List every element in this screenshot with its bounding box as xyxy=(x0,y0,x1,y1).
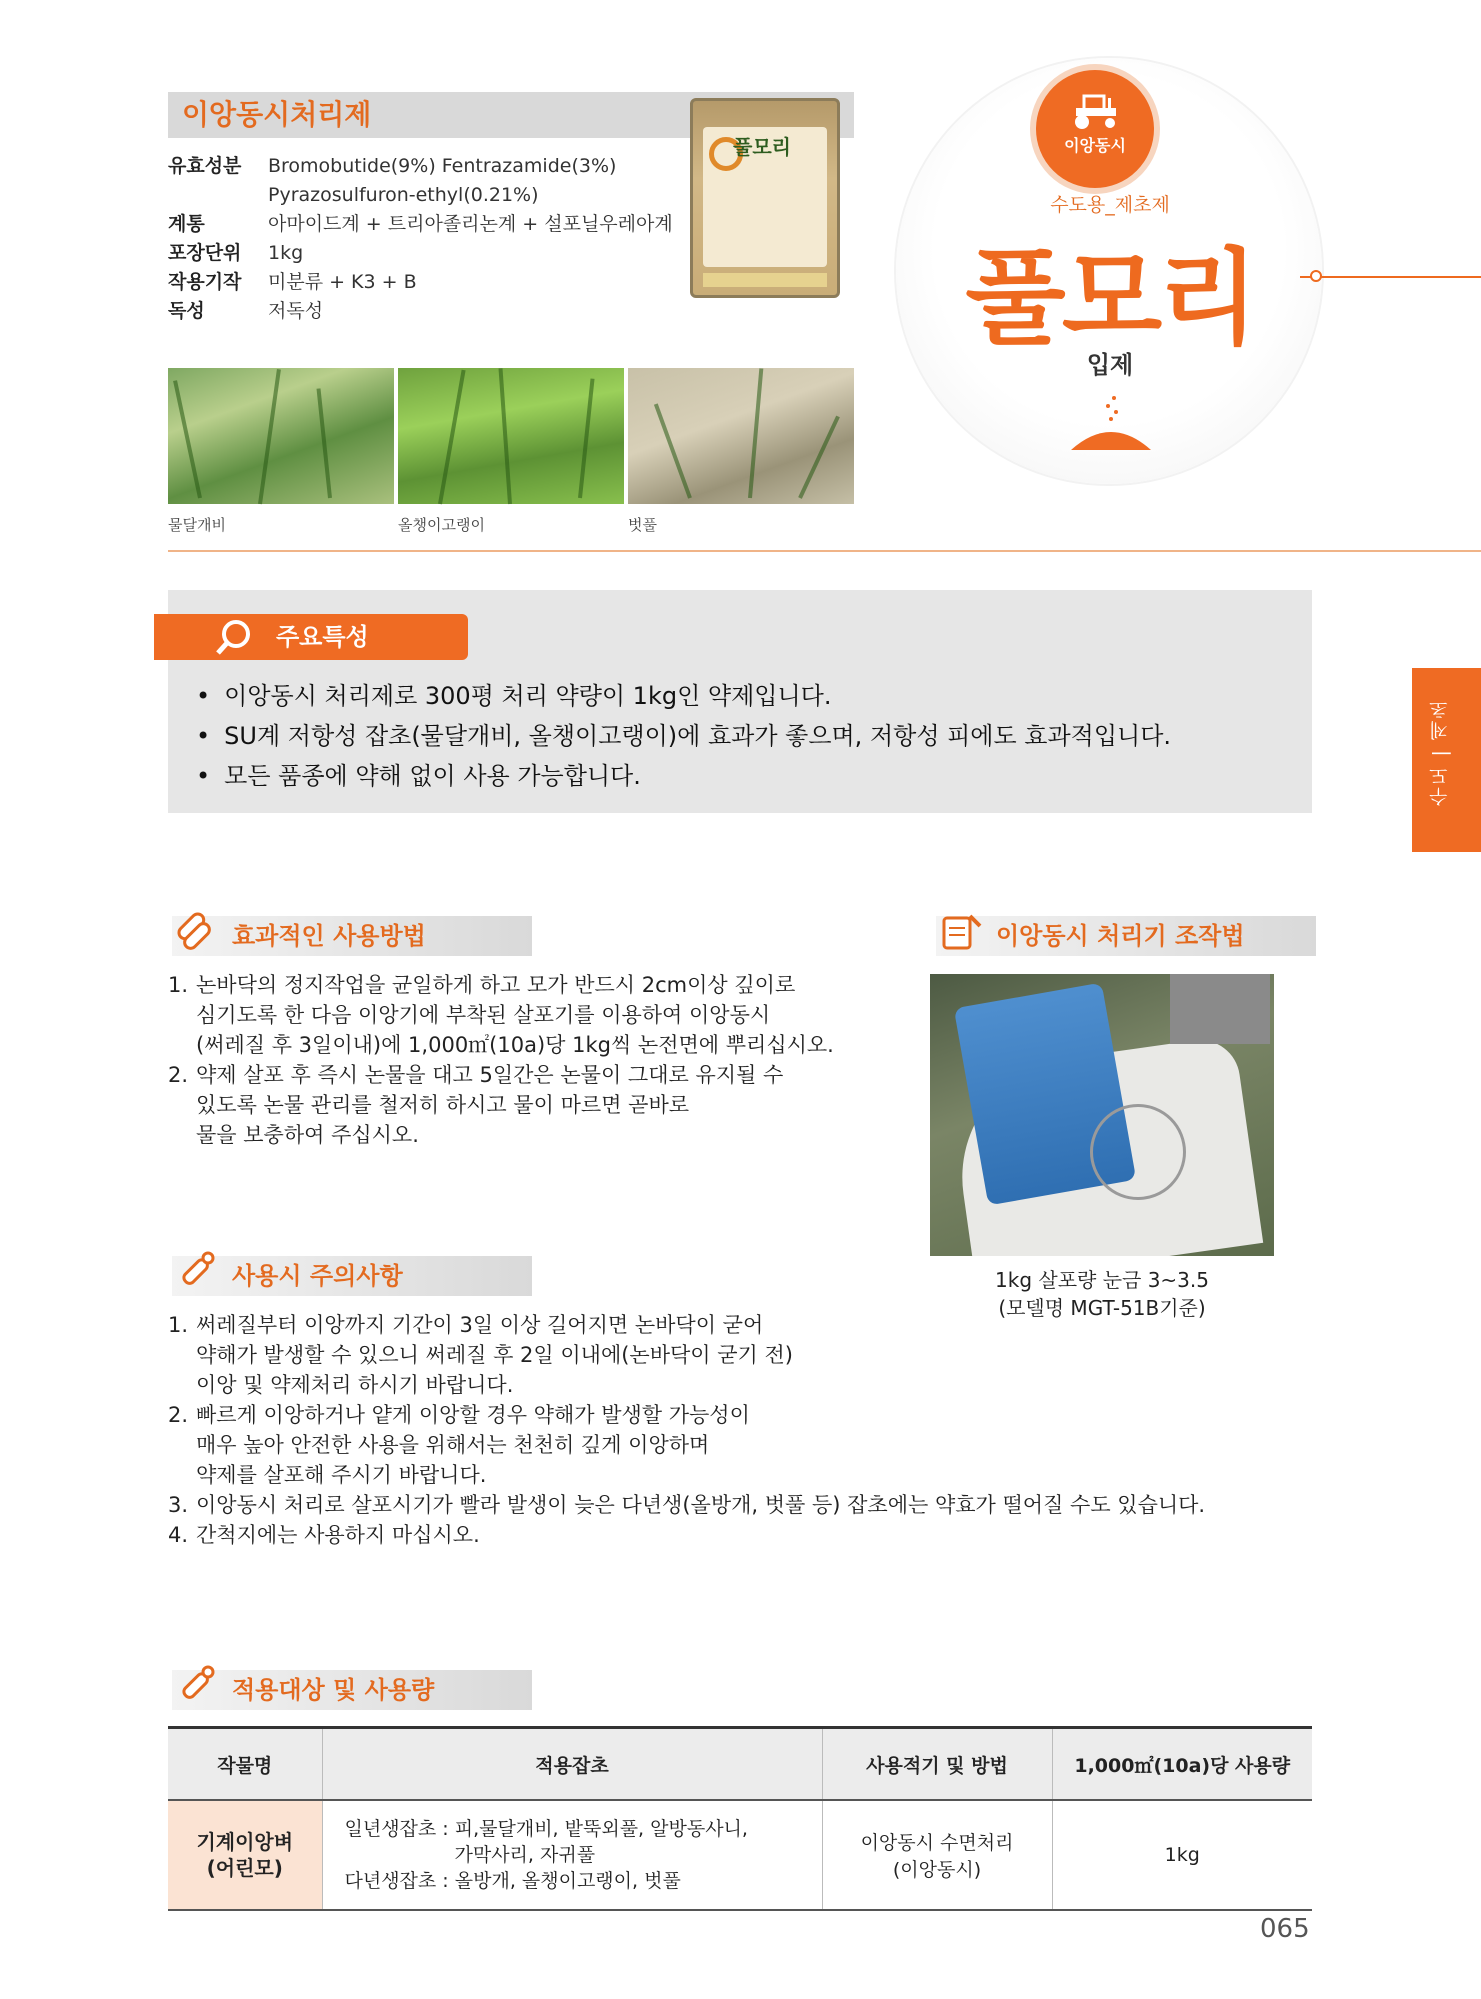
list-item xyxy=(168,1400,1288,1490)
item-line: 약제를 살포해 주시기 바랍니다. xyxy=(196,1463,487,1487)
cautions-header xyxy=(172,1256,532,1296)
spec-key: 계통 xyxy=(168,213,205,235)
feature-item: • SU계 저항성 잡초(물달개비, 올챙이고랭이)에 효과가 좋으며, 저항성 피에도 효과적입니다. xyxy=(196,716,1171,756)
item-line: (써레질 후 3일이내)에 1,000㎡(10a)당 1kg씩 논전면에 뿌리십시오. xyxy=(196,1033,834,1057)
package-label: 풀모리 xyxy=(733,135,791,159)
item-line: 약제 살포 후 즉시 논물을 대고 5일간은 논물이 그대로 유지될 수 xyxy=(196,1063,784,1087)
photo-caption: 올챙이고랭이 xyxy=(398,516,485,534)
spec-value: 1kg xyxy=(268,242,304,264)
badge-label: 이앙동시 xyxy=(1064,136,1126,155)
spec-key xyxy=(168,181,268,210)
item-number: 1. xyxy=(168,1313,189,1337)
clipboard-pen-icon xyxy=(936,908,984,956)
weed-photo xyxy=(398,368,624,504)
features-header xyxy=(154,614,468,660)
product-package-image xyxy=(690,98,840,298)
usage-list xyxy=(168,970,868,1150)
item-line: 써레질부터 이앙까지 기간이 3일 이상 길어지면 논바닥이 굳어 xyxy=(196,1313,764,1337)
caption-line: (모델명 MGT-51B기준) xyxy=(998,1296,1206,1320)
col-header: 적용잡초 xyxy=(322,1728,822,1801)
item-line: 논바닥의 정지작업을 균일하게 하고 모가 반드시 2cm이상 깊이로 xyxy=(196,973,796,997)
item-number: 1. xyxy=(168,973,189,997)
item-line: 심기도록 한 다음 이앙기에 부착된 살포기를 이용하여 이앙동시 xyxy=(196,1003,771,1027)
item-number: 2. xyxy=(168,1403,189,1427)
spec-value: Bromobutide(9%) Fentrazamide(3%) xyxy=(268,155,617,177)
dropper-icon xyxy=(172,1248,220,1296)
spec-key: 포장단위 xyxy=(168,242,242,264)
col-header: 사용적기 및 방법 xyxy=(822,1728,1052,1801)
item-number: 3. xyxy=(168,1493,189,1517)
list-item xyxy=(168,1310,1288,1400)
item-line: 약해가 발생할 수 있으니 써레질 후 2일 이내에(논바닥이 굳기 전) xyxy=(196,1343,793,1367)
item-line: 있도록 논물 관리를 철저히 하시고 물이 마르면 곧바로 xyxy=(196,1093,690,1117)
machine-title: 이앙동시 처리기 조작법 xyxy=(996,922,1245,950)
spec-key: 유효성분 xyxy=(168,155,242,177)
page-number: 065 xyxy=(1260,1914,1310,1944)
tractor-badge xyxy=(1030,64,1160,194)
application-table xyxy=(168,1726,1312,1911)
tractor-icon xyxy=(1068,90,1122,130)
table-header-title xyxy=(172,1670,532,1710)
photo-caption: 벗풀 xyxy=(628,516,657,534)
item-number: 4. xyxy=(168,1523,189,1547)
spec-value: 아마이드계 + 트리아졸리논계 + 설포닐우레아계 xyxy=(268,213,673,235)
weeds-cell: 일년생잡초 : 피,물달개비, 밭뚝외풀, 알방동사니, 가막사리, 자귀풀 다년생잡초 : 올방개, 올챙이고랭이, 벗풀 xyxy=(322,1800,822,1910)
sprayer-photo xyxy=(930,974,1274,1256)
product-name: 풀모리 xyxy=(965,237,1255,359)
item-line: 물을 보충하여 주십시오. xyxy=(196,1123,419,1147)
table-title: 적용대상 및 사용량 xyxy=(232,1676,435,1704)
crop-cell: 기계이앙벼 (어린모) xyxy=(168,1800,322,1910)
magnifier-icon xyxy=(214,617,254,657)
col-header: 작물명 xyxy=(168,1728,322,1801)
list-item xyxy=(168,970,868,1060)
spec-list xyxy=(168,152,673,326)
feature-item: • 이앙동시 처리제로 300평 처리 약량이 1kg인 약제입니다. xyxy=(196,676,1171,716)
list-item xyxy=(168,1490,1288,1520)
method-cell: 이앙동시 수면처리 (이앙동시) xyxy=(822,1800,1052,1910)
spec-key: 독성 xyxy=(168,300,205,322)
connector-dot xyxy=(1310,270,1322,282)
dropper-icon xyxy=(172,1662,220,1710)
feature-item: • 모든 품종에 약해 없이 사용 가능합니다. xyxy=(196,756,1171,796)
weed-photo xyxy=(168,368,394,504)
cautions-list xyxy=(168,1310,1288,1550)
product-category: 수도용_제초제 xyxy=(1050,194,1170,216)
item-line: 매우 높아 안전한 사용을 위해서는 천천히 깊게 이앙하며 xyxy=(196,1433,710,1457)
granule-pile-icon xyxy=(1066,392,1156,452)
spec-value: 저독성 xyxy=(268,300,324,322)
features-list xyxy=(196,676,1171,796)
photo-caption: 물달개비 xyxy=(168,516,226,534)
list-item xyxy=(168,1520,1288,1550)
spec-key: 작용기작 xyxy=(168,271,242,293)
side-tab-label: 수도 | 제초 xyxy=(1429,698,1451,807)
item-line: 이앙 및 약제처리 하시기 바랍니다. xyxy=(196,1373,514,1397)
col-header: 1,000㎡(10a)당 사용량 xyxy=(1052,1728,1312,1801)
amount-cell: 1kg xyxy=(1052,1800,1312,1910)
formulation-label: 입제 xyxy=(1086,351,1134,379)
spec-value: Pyrazosulfuron-ethyl(0.21%) xyxy=(268,184,539,206)
section-title: 이앙동시처리제 xyxy=(168,92,854,138)
usage-header xyxy=(172,916,532,956)
table-head-row xyxy=(168,1728,1312,1801)
item-line: 간척지에는 사용하지 마십시오. xyxy=(196,1523,480,1547)
item-line: 빠르게 이앙하거나 얕게 이앙할 경우 약해가 발생할 가능성이 xyxy=(196,1403,750,1427)
usage-title: 효과적인 사용방법 xyxy=(232,922,426,950)
divider xyxy=(168,550,1481,552)
spec-value: 미분류 + K3 + B xyxy=(268,271,417,293)
pencil-icon xyxy=(172,908,220,956)
item-number: 2. xyxy=(168,1063,189,1087)
list-item xyxy=(168,1060,868,1150)
connector-line xyxy=(1300,276,1481,278)
weed-photo xyxy=(628,368,854,504)
cautions-title: 사용시 주의사항 xyxy=(232,1262,403,1290)
features-title: 주요특성 xyxy=(276,623,369,651)
machine-header xyxy=(936,916,1316,956)
side-tab[interactable] xyxy=(1412,668,1481,852)
item-line: 이앙동시 처리로 살포시기가 빨라 발생이 늦은 다년생(올방개, 벗풀 등) 잡초에는 약효가 떨어질 수도 있습니다. xyxy=(196,1493,1206,1517)
table-row xyxy=(168,1800,1312,1910)
caption-line: 1kg 살포량 눈금 3~3.5 xyxy=(995,1268,1209,1292)
